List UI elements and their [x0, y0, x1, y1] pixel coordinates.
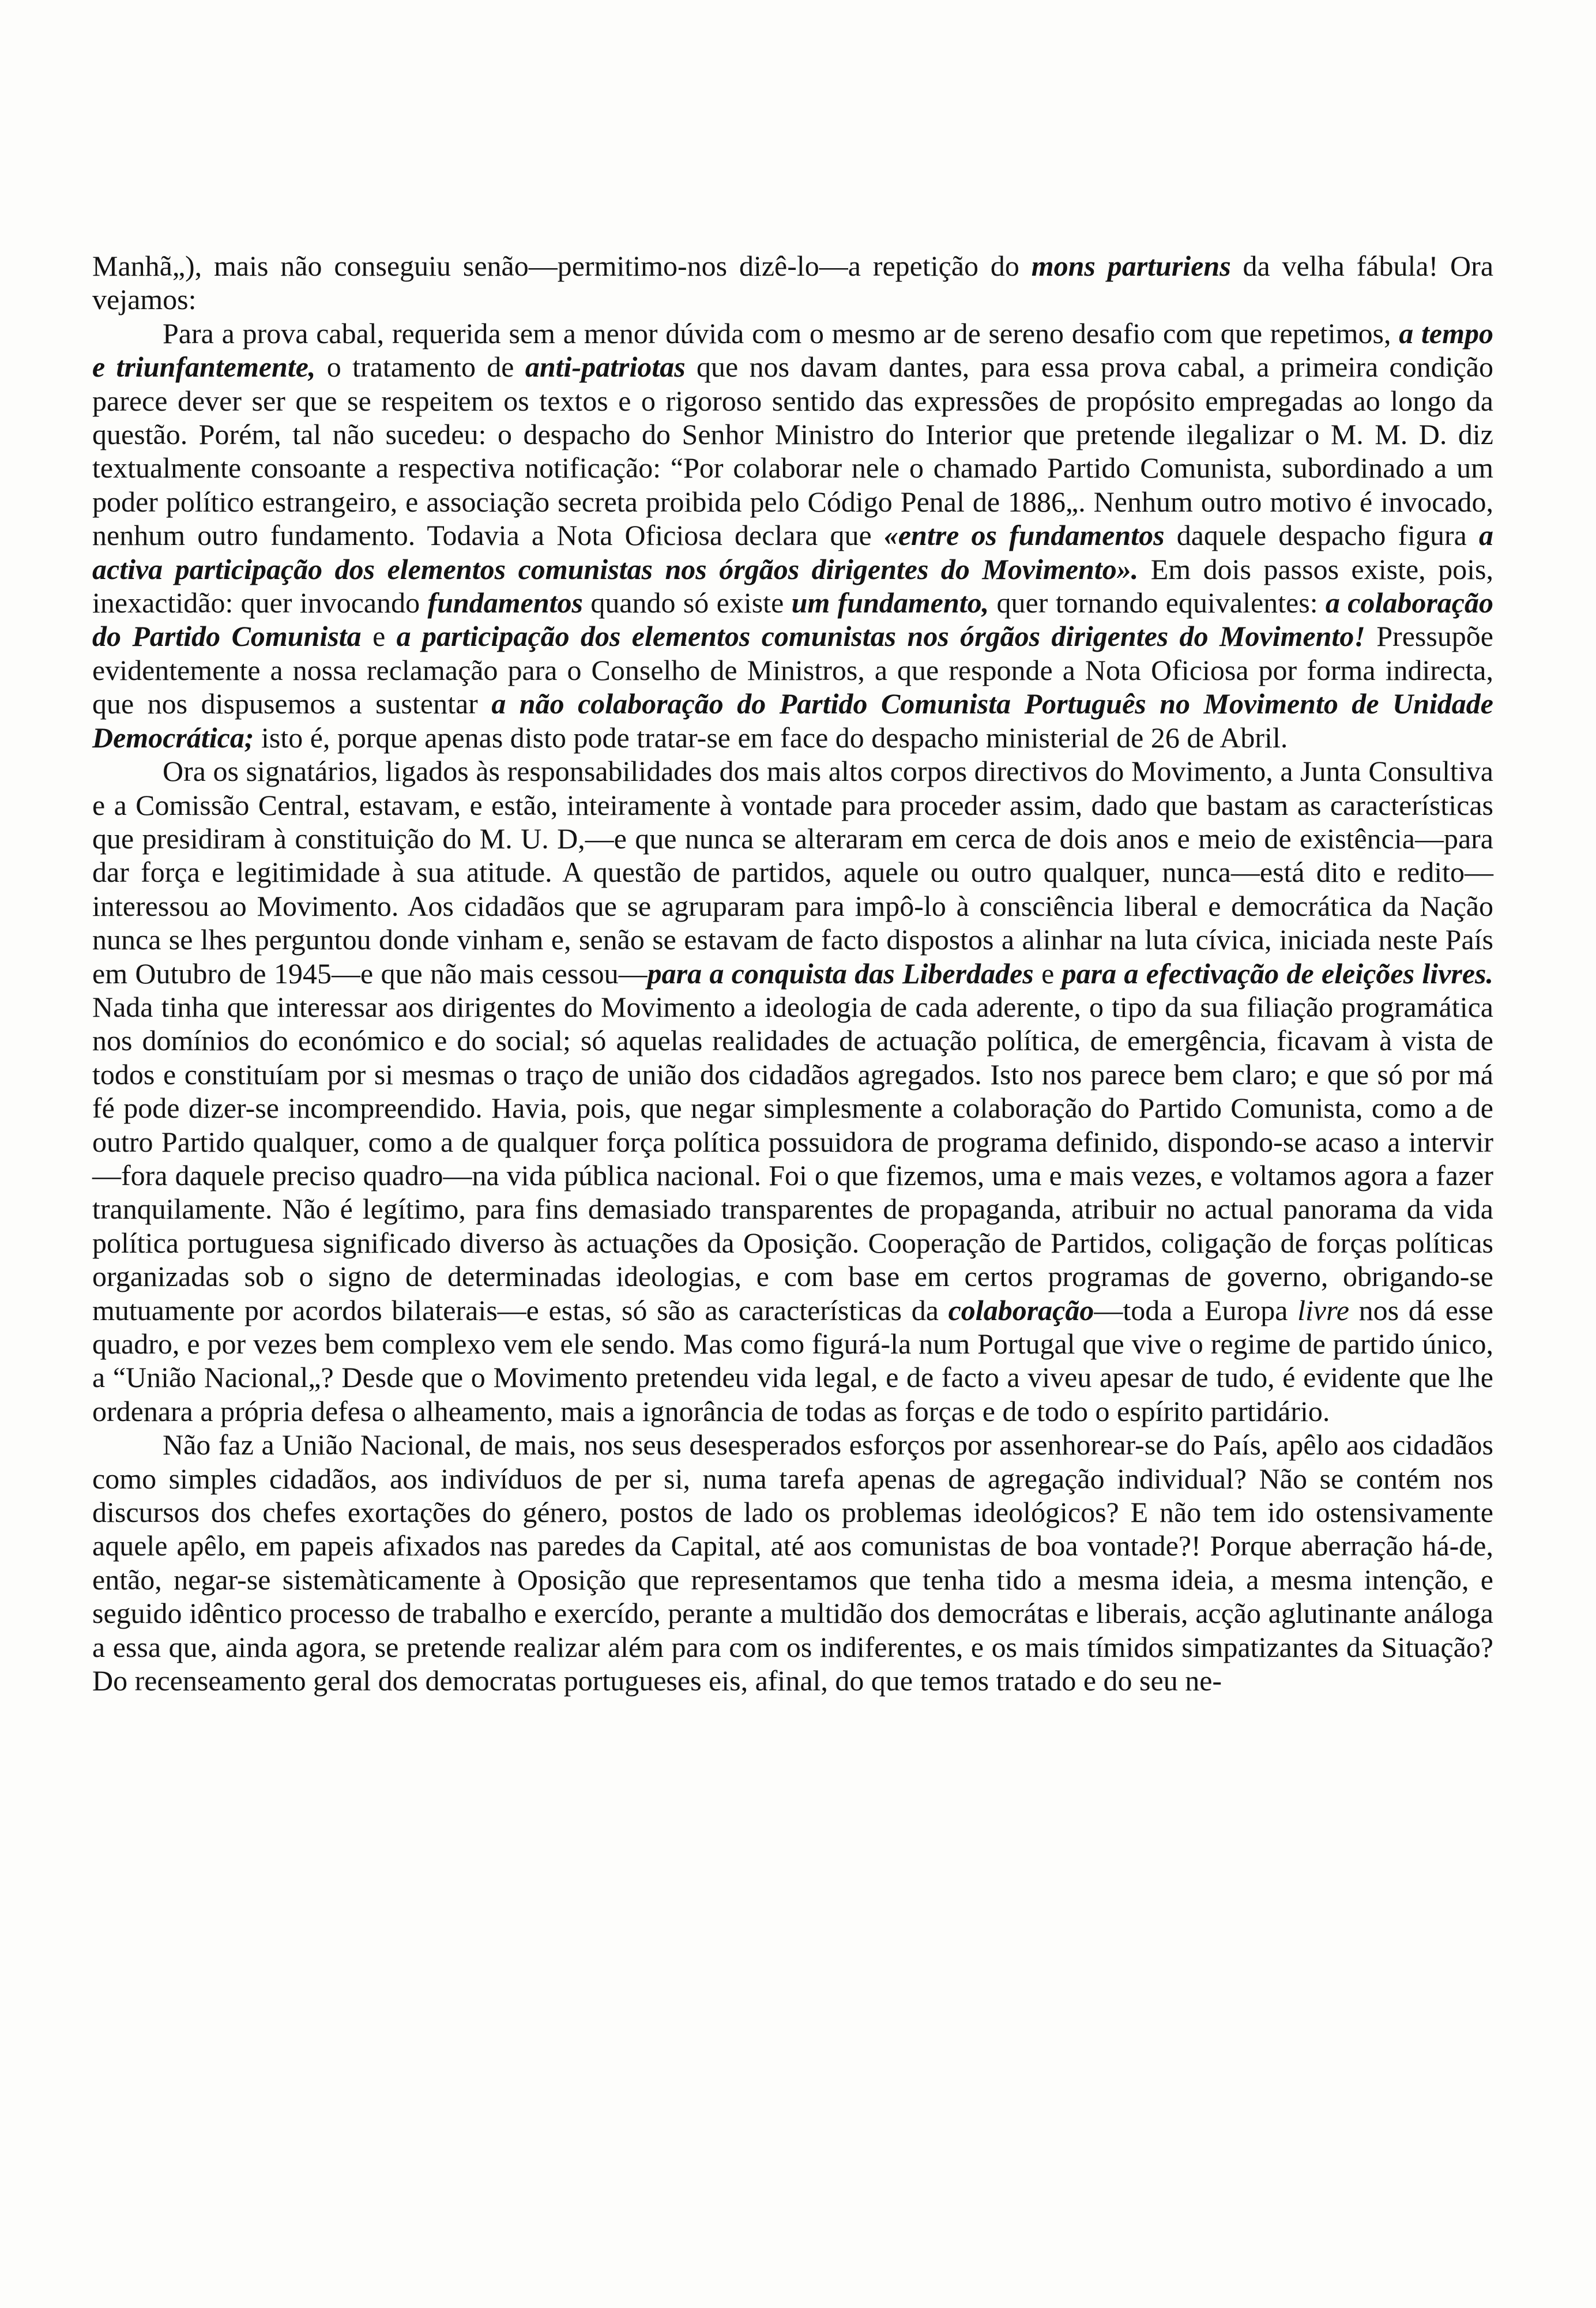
text-run: Para a prova cabal, requerida sem a menor dúvida com o mesmo ar de sereno desafio com que repetimos, — [163, 317, 1399, 349]
emphasized-text-run: a colaboração do Partido Comunista — [92, 587, 1493, 653]
text-run: Ora os signatários, ligados às responsabilidades dos mais altos corpos directivos do Movimento, a Junta Consultiva e a Comissão Central, estavam, e estão, inteiramente à vontade para proceder assim, dado que bastam as características que presidiram à constituição do M. U. D,—e que nunca se alteraram em cerca de dois anos e meio de existência—para dar força e legitimidade à sua atitude. A questão de partidos, aquele ou outro qualquer, nunca—está dito e redito—interessou ao Movimento. Aos cidadãos que se agruparam para impô-lo à consciência liberal e democrática da Nação nunca se lhes perguntou donde vinham e, senão se estavam de facto dispostos a alinhar na luta cívica, iniciada neste País em Outubro de 1945—e que não mais cessou— — [92, 755, 1493, 990]
emphasized-text-run: a não colaboração do Partido Comunista Português no Movimento de Unidade Democrática; — [92, 687, 1493, 754]
text-run: Manhã„), mais não conseguiu senão—permitimo-nos dizê-lo—a repetição do — [92, 250, 1032, 282]
text-run: da velha fábula! Ora vejamos: — [92, 250, 1494, 316]
emphasized-text-run: um fundamento, — [791, 587, 989, 619]
emphasized-text-run: para a conquista das Liberdades — [647, 957, 1034, 990]
paragraph — [92, 249, 1493, 317]
emphasized-text-run: mons parturiens — [1031, 250, 1231, 282]
paragraph — [92, 1428, 1493, 1697]
emphasized-text-run: para a efectivação de eleições livres. — [1062, 957, 1493, 990]
paragraph — [92, 754, 1493, 1428]
text-run: o tratamento de — [315, 351, 525, 384]
text-run: Nada tinha que interessar aos dirigentes do Movimento a ideologia de cada aderente, o tipo da sua filiação programática nos domínios do económico e do social; só aquelas realidades de actuação política, de emergência, ficavam à vista de todos e constituíam por si mesmas o traço de união dos cidadãos agregados. Isto nos parece bem claro; e que só por má fé pode dizer-se incompreendido. Havia, pois, que negar simplesmente a colaboração do Partido Comunista, como a de outro Partido qualquer, como a de qualquer força política possuidora de programa definido, dispondo-se acaso a intervir—fora daquele preciso quadro—na vida pública nacional. Foi o que fizemos, uma e mais vezes, e voltamos agora a fazer tranquilamente. Não é legítimo, para fins demasiado transparentes de propaganda, atribuir no actual panorama da vida política portuguesa significado diverso às actuações da Oposição. Cooperação de Partidos, coligação de forças políticas organizadas sob o signo de determinadas ideologias, e com base em certos programas de governo, obrigando-se mutuamente por acordos bilaterais—e estas, só são as características da — [92, 990, 1493, 1326]
emphasized-text-run: colaboração — [948, 1294, 1094, 1326]
paragraph — [92, 317, 1493, 754]
text-run: —toda a Europa — [1094, 1294, 1298, 1326]
text-run: Não faz a União Nacional, de mais, nos seus desesperados esforços por assenhorear-se do País, apêlo aos cidadãos como simples cidadãos, aos indivíduos de per si, numa tarefa apenas de agregação individual? Não se contém nos discursos dos chefes exortações do género, postos de lado os problemas ideológicos? E não tem ido ostensivamente aquele apêlo, em papeis afixados nas paredes da Capital, até aos comunistas de boa vontade?! Porque aberração há-de, então, negar-se sistemàticamente à Oposição que representamos que tenha tido a mesma ideia, a mesma intenção, e seguido idêntico processo de trabalho e exercído, perante a multidão dos democrátas e liberais, acção aglutinante análoga a essa que, ainda agora, se pretende realizar além para com os indiferentes, e os mais tímidos simpatizantes da Situação? Do recenseamento geral dos democratas portugueses eis, afinal, do que temos tratado e do seu ne- — [92, 1429, 1493, 1697]
text-run: que nos davam dantes, para essa prova cabal, a primeira condição parece dever ser que se respeitem os textos e o rigoroso sentido das expressões de propósito empregadas ao longo da questão. Porém, tal não sucedeu: o despacho do Senhor Ministro do Interior que pretende ilegalizar o M. M. D. diz textualmente consoante a respectiva notificação: “Por colaborar nele o chamado Partido Comunista, subordinado a um poder político estrangeiro, e associação secreta proibida pelo Código Penal de 1886„. Nenhum outro motivo é invocado, nenhum outro fundamento. Todavia a Nota Oficiosa declara que — [92, 351, 1493, 552]
emphasized-text-run: livre — [1297, 1294, 1349, 1326]
text-run: e — [361, 620, 397, 653]
text-run: quer tornando equivalentes: — [989, 587, 1326, 619]
emphasized-text-run: «entre os fundamentos — [883, 519, 1165, 552]
text-run: Pressupõe evidentemente a nossa reclamação para o Conselho de Ministros, a que responde a Nota Oficiosa por forma indirecta, que nos dispusemos a sustentar — [92, 620, 1493, 720]
text-run: Em dois passos existe, pois, inexactidão: quer invocando — [92, 552, 1493, 619]
text-run: daquele despacho figura — [1164, 519, 1479, 552]
emphasized-text-run: fundamentos — [427, 587, 583, 619]
body-text — [92, 249, 1493, 1697]
text-run: nos dá esse quadro, e por vezes bem complexo vem ele sendo. Mas como figurá-la num Portugal que vive o regime de partido único, a “União Nacional„? Desde que o Movimento pretendeu vida legal, e de facto a viveu apesar de tudo, é evidente que lhe ordenara a própria defesa o alheamento, mais a ignorância de todas as forças e de todo o espírito partidário. — [92, 1294, 1493, 1427]
emphasized-text-run: a activa participação dos elementos comunistas nos órgãos dirigentes do Movimento». — [92, 519, 1493, 585]
text-run: isto é, porque apenas disto pode tratar-se em face do despacho ministerial de 26 de Abril. — [254, 721, 1288, 754]
text-run: e — [1033, 957, 1062, 990]
text-run: quando só existe — [582, 587, 792, 619]
emphasized-text-run: a participação dos elementos comunistas nos órgãos dirigentes do Movimento! — [396, 620, 1365, 653]
emphasized-text-run: a tempo e triunfantemente, — [92, 317, 1493, 384]
emphasized-text-run: anti-patriotas — [525, 351, 686, 384]
